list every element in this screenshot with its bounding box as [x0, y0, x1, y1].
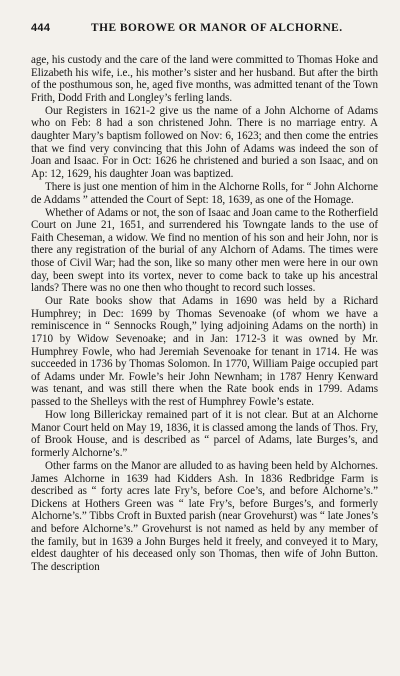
body-text	[31, 54, 378, 573]
page-header	[31, 22, 378, 44]
paragraph-rolls-mention: There is just one mention of him in the Alchorne Rolls, for “ John Alchorne de Addams ” attended the Court of Sept: 18, 1639, as one of the Homage.	[31, 180, 378, 206]
paragraph-custody: age, his custody and the care of the land were committed to Thomas Hoke and Elizabeth his wife, i.e., his mother’s sister and her husband. But after the birth of the posthumous son, he, aged five months, was admitted tenant of the Town Frith, Dodd Frith and Longley’s ferling lands.	[31, 54, 378, 104]
paragraph-registers: Our Registers in 1621-2 give us the name of a John Alchorne of Adams who on Feb: 8 had a son christened John. There is no marriage entry. A daughter Mary’s baptism followed on Nov: 6, 1623; and then come the entries that we find very convincing that this John of Adams was indeed the son of Joan and Isaac. For in Oct: 1626 he christened and buried a son Isaac, and on Ap: 12, 1629, his daughter Joan was baptized.	[31, 104, 378, 180]
running-title: THE BOROWE OR MANOR OF ALCHORNE.	[91, 22, 343, 34]
paragraph-rotherfield-court: Whether of Adams or not, the son of Isaac and Joan came to the Rotherfield Court on June 21, 1651, and surrendered his Towngate lands to the use of Faith Cheseman, a widow. We find no mention of his son and heir John, nor is there any registration of the burial of any Alchorn of Adams. The times were those of Civil War; had the son, like so many other men were here in our own day, been swept into its vortex, never to come back to take up his ancestral lands? There was no one then who thought to record such losses.	[31, 206, 379, 295]
page-number: 444	[31, 22, 51, 34]
paragraph-rate-books: Our Rate books show that Adams in 1690 was held by a Richard Humphrey; in Dec: 1699 by Thomas Sevenoake (of whom we have a reminiscence in “ Sennocks Rough,” lying adjoining Adams on the north) in 1710 by Widow Sevenoake; and in Jan: 1712-3 it was owned by Mr. Humphrey Fowle, who had Jeremiah Sevenoake for tenant in 1714. He was succeeded in 1736 by Thomas Solomon. In 1770, William Paige occupied part of Adams under Mr. Fowle’s heir John Newnham; in 1787 Henry Kenward was tenant, and was still there when the Rate book ends in 1799. Adams passed to the Shelleys with the rest of Humphrey Fowle’s estate.	[31, 295, 378, 409]
paragraph-billerickay: How long Billerickay remained part of it is not clear. But at an Alchorne Manor Court held on May 19, 1836, it is classed among the lands of Thos. Fry, of Brook House, and is described as “ parcel of Adams, late Burges’s, and formerly Alchorne’s.”	[31, 409, 378, 459]
paragraph-other-farms: Other farms on the Manor are alluded to as having been held by Alchornes. James Alchorne in 1639 had Kidders Ash. In 1836 Redbridge Farm is described as “ forty acres late Fry’s, before Coe’s, and before Alchorne’s.” Dickens at Hothers Green was “ late Fry’s, before Burges’s, and formerly Alchorne’s.” Tibbs Croft in Buxted parish (near Grovehurst) was “ late Jones’s and before Alchorne’s.” Grovehurst is not named as held by any member of the family, but in 1639 a John Burges held it freely, and conveyed it to Mary, eldest daughter of his deceased only son Thomas, then wife of John Button. The description	[31, 460, 378, 573]
